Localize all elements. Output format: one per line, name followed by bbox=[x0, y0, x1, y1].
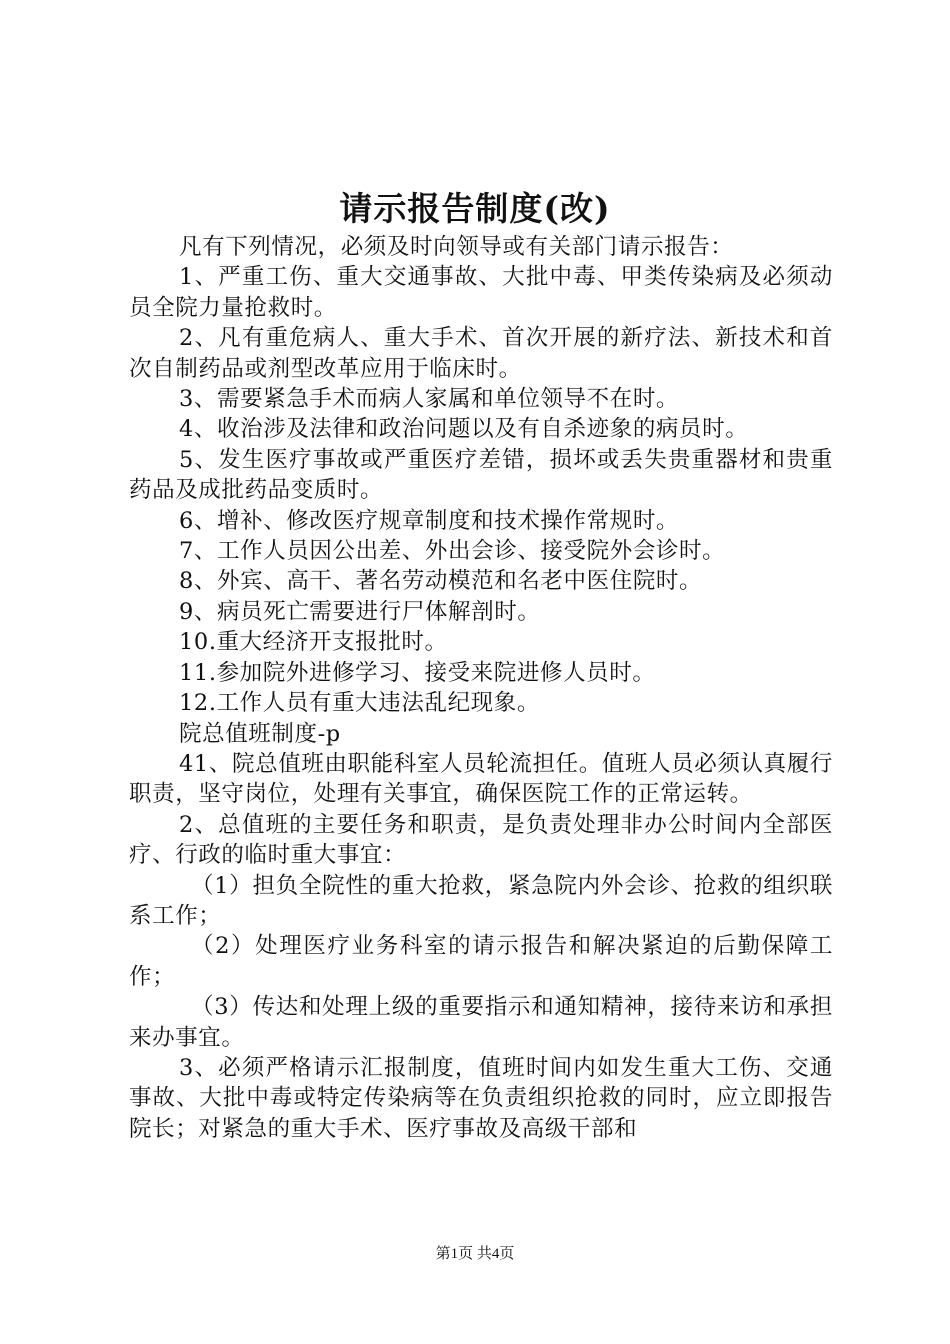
paragraph: 5、发生医疗事故或严重医疗差错，损坏或丢失贵重器材和贵重药品及成批药品变质时。 bbox=[129, 446, 833, 504]
paragraph: 12.工作人员有重大违法乱纪现象。 bbox=[179, 690, 540, 717]
paragraph: （1）担负全院性的重大抢救，紧急院内外会诊、抢救的组织联系工作； bbox=[129, 872, 833, 929]
paragraph: 6、增补、修改医疗规章制度和技术操作常规时。 bbox=[179, 507, 680, 534]
page-number-footer: 第1页 共4页 bbox=[435, 1246, 515, 1262]
paragraph: 3、需要紧急手术而病人家属和单位领导不在时。 bbox=[179, 386, 680, 413]
paragraph: 11.参加院外进修学习、接受来院进修人员时。 bbox=[179, 659, 656, 686]
paragraph: 7、工作人员因公出差、外出会诊、接受院外会诊时。 bbox=[179, 538, 726, 565]
document-title: 请示报告制度(改) bbox=[339, 189, 611, 228]
document-body bbox=[129, 232, 833, 1144]
paragraph: 2、凡有重危病人、重大手术、首次开展的新疗法、新技术和首次自制药品或剂型改革应用于临床时。 bbox=[129, 325, 833, 382]
section-heading: 院总值班制度-p bbox=[179, 720, 341, 747]
paragraph: 9、病员死亡需要进行尸体解剖时。 bbox=[179, 598, 541, 625]
paragraph: 3、必须严格请示汇报制度，值班时间内如发生重大工伤、交通事故、大批中毒或特定传染病等在负责组织抢救的同时，应立即报告院长；对紧急的重大手术、医疗事故及高级干部和 bbox=[129, 1054, 833, 1142]
paragraph: （3）传达和处理上级的重要指示和通知精神，接待来访和承担来办事宜。 bbox=[129, 994, 833, 1051]
paragraph: 8、外宾、高干、著名劳动模范和名老中医住院时。 bbox=[179, 568, 703, 595]
paragraph: 4、收治涉及法律和政治问题以及有自杀迹象的病员时。 bbox=[179, 416, 749, 443]
paragraph: 2、总值班的主要任务和职责，是负责处理非办公时间内全部医疗、行政的临时重大事宜： bbox=[129, 811, 833, 869]
paragraph: 41、院总值班由职能科室人员轮流担任。值班人员必须认真履行职责，坚守岗位，处理有关事宜，确保医院工作的正常运转。 bbox=[129, 750, 833, 808]
paragraph: 凡有下列情况，必须及时向领导或有关部门请示报告： bbox=[179, 234, 734, 260]
paragraph: 10.重大经济开支报批时。 bbox=[179, 629, 448, 656]
paragraph: （2）处理医疗业务科室的请示报告和解决紧迫的后勤保障工作； bbox=[129, 933, 833, 990]
paragraph: 1、严重工伤、重大交通事故、大批中毒、甲类传染病及必须动员全院力量抢救时。 bbox=[129, 264, 833, 321]
